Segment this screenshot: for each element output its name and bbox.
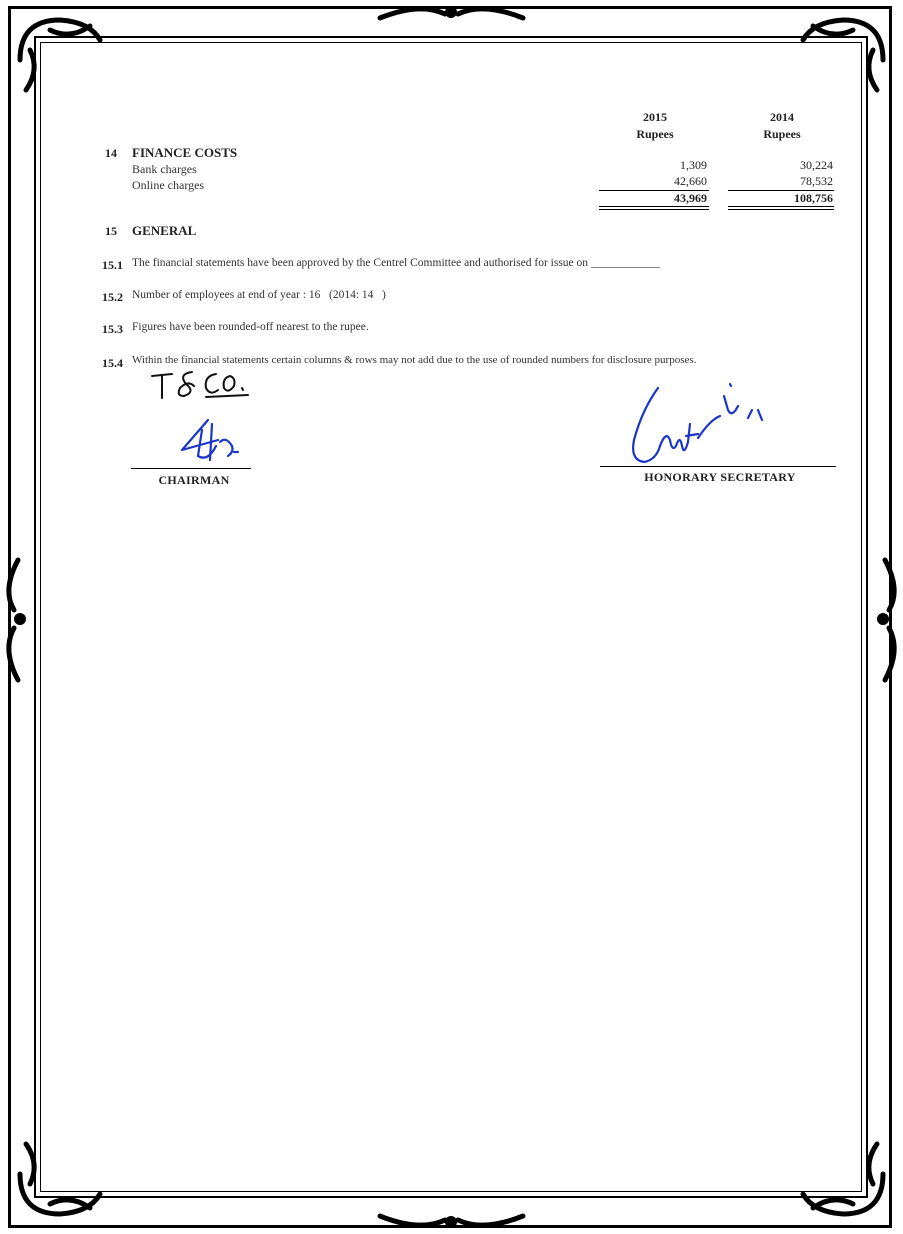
line-item-value-2015: 1,309 — [680, 158, 707, 172]
line-item-label: Online charges — [132, 178, 205, 192]
note-15-1-text: The financial statements have been approved by the Centrel Committee and authorised for issue on ____________ — [132, 257, 660, 269]
line-item-value-2015: 42,660 — [674, 174, 707, 188]
line-item-value-2014: 30,224 — [800, 158, 833, 172]
total-value-2014: 108,756 — [794, 191, 833, 205]
note-15-1-number: 15.1 — [102, 258, 123, 272]
note-15-2-number: 15.2 — [102, 290, 123, 304]
column-currency-2014: Rupees — [763, 127, 801, 141]
chairman-signature — [172, 416, 252, 466]
line-item-label: Bank charges — [132, 162, 197, 176]
note-15-3-number: 15.3 — [102, 322, 123, 336]
note-15-title: GENERAL — [132, 223, 197, 238]
total-double-rule-2015-a — [599, 206, 709, 207]
column-year-2015: 2015 — [643, 110, 667, 124]
total-double-rule-2014-a — [728, 206, 834, 207]
note-14-number: 14 — [105, 146, 117, 160]
total-value-2015: 43,969 — [674, 191, 707, 205]
total-double-rule-2014-b — [728, 209, 834, 210]
secretary-label: HONORARY SECRETARY — [644, 470, 796, 484]
note-15-number: 15 — [105, 224, 117, 238]
chairman-label: CHAIRMAN — [158, 473, 230, 487]
note-15-3-text: Figures have been rounded-off nearest to the rupee. — [132, 321, 369, 333]
chairman-signature-line — [131, 468, 251, 469]
note-15-2-text: Number of employees at end of year : 16 (2014: 14 ) — [132, 289, 386, 301]
handwritten-initials — [148, 366, 258, 406]
note-14-title: FINANCE COSTS — [132, 145, 238, 160]
total-double-rule-2015-b — [599, 209, 709, 210]
secretary-signature — [620, 380, 780, 470]
column-currency-2015: Rupees — [636, 127, 674, 141]
line-item-value-2014: 78,532 — [800, 174, 833, 188]
note-15-4-number: 15.4 — [102, 356, 123, 370]
secretary-signature-line — [600, 466, 836, 467]
note-15-4-text: Within the financial statements certain columns & rows may not add due to the use of rounded numbers for disclosure purposes. — [132, 354, 697, 366]
column-year-2014: 2014 — [770, 110, 794, 124]
